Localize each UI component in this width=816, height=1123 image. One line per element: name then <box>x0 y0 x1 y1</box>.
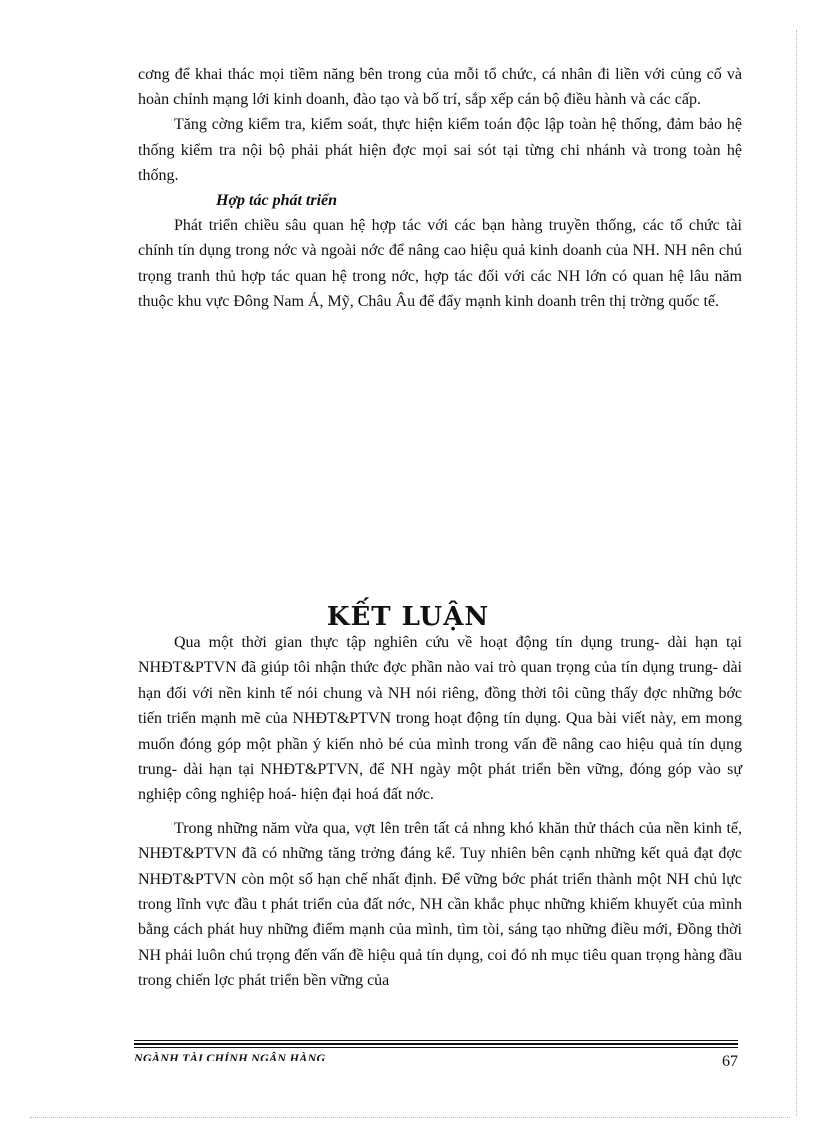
cooperation-paragraph: Phát triển chiều sâu quan hệ hợp tác với các bạn hàng truyền thống, các tổ chức tài chính tín dụng trong nớc và ngoài nớc để nâng cao hiệu quả kinh doanh của NH. NH nên chú trọng tranh thủ hợp tác quan hệ trong nớc, hợp tác đối với các NH lớn có quan hệ lâu năm thuộc khu vực Đông Nam Á, Mỹ, Châu Âu để đẩy mạnh kinh doanh trên thị trờng quốc tế. <box>138 217 742 310</box>
page-number: 67 <box>722 1053 738 1070</box>
conclusion-section <box>138 630 742 994</box>
page-border-right <box>796 30 797 1116</box>
conclusion-title: KẾT LUẬN <box>326 602 490 632</box>
control-paragraph: Tăng cờng kiểm tra, kiểm soát, thực hiện kiểm toán độc lập toàn hệ thống, đảm bảo hệ thống kiểm tra nội bộ phải phát hiện đợc mọi sai sót tại từng chi nhánh và trong toàn hệ thống. <box>138 116 742 184</box>
section-heading-cooperation: Hợp tác phát triển <box>216 192 338 210</box>
conclusion-paragraph-2: Trong những năm vừa qua, vợt lên trên tất cả nhng khó khăn thử thách của nền kinh tế, NHĐT&PTVN đã có những tăng trởng đáng kể. Tuy nhiên bên cạnh những kết quả đạt đợc NHĐT&PTVN còn một số hạn chế nhất định. Để vững bớc phát triển thành một NH chủ lực trong lĩnh vực đầu t phát triển của đất nớc, NH cần khắc phục những khiếm khuyết của mình bằng cách phát huy những điểm mạnh của mình, tìm tòi, sáng tạo những điều mới, Đồng thời NH phải luôn chú trọng đến vấn đề hiệu quả tín dụng, coi đó nh mục tiêu quan trọng hàng đầu trong chiến lợc phát triển bền vững của <box>138 819 742 990</box>
intro-continuation-paragraph: cơng để khai thác mọi tiềm năng bên trong của mỗi tổ chức, cá nhân đi liền với củng cố và hoàn chỉnh mạng lới kinh doanh, đào tạo và bố trí, sắp xếp cán bộ điều hành và các cấp. <box>138 66 742 109</box>
footer-running-title: NGÀNH TÀI CHÍNH NGÂN HÀNG <box>134 1051 326 1061</box>
footer-rule-line <box>134 1040 738 1041</box>
body-text <box>138 62 742 314</box>
footer-rule-line <box>134 1043 738 1045</box>
conclusion-paragraph-1: Qua một thời gian thực tập nghiên cứu về hoạt động tín dụng trung- dài hạn tại NHĐT&PTVN đã giúp tôi nhận thức đợc phần nào vai trò quan trọng của tín dụng trung- dài hạn đối với nền kinh tế nói chung và NH nói riêng, đồng thời tôi cũng thấy đợc những bớc tiến triển mạnh mẽ của NHĐT&PTVN trong hoạt động tín dụng. Qua bài viết này, em mong muốn đóng góp một phần ý kiến nhỏ bé của mình trong vấn đề nâng cao hiệu quả tín dụng trung- dài hạn tại NHĐT&PTVN, để NH ngày một phát triển bền vững, đóng góp vào sự nghiệp công nghiệp hoá- hiện đại hoá đất nớc. <box>138 634 742 804</box>
page-border-bottom <box>30 1117 790 1118</box>
footer-rule-line <box>134 1047 738 1048</box>
